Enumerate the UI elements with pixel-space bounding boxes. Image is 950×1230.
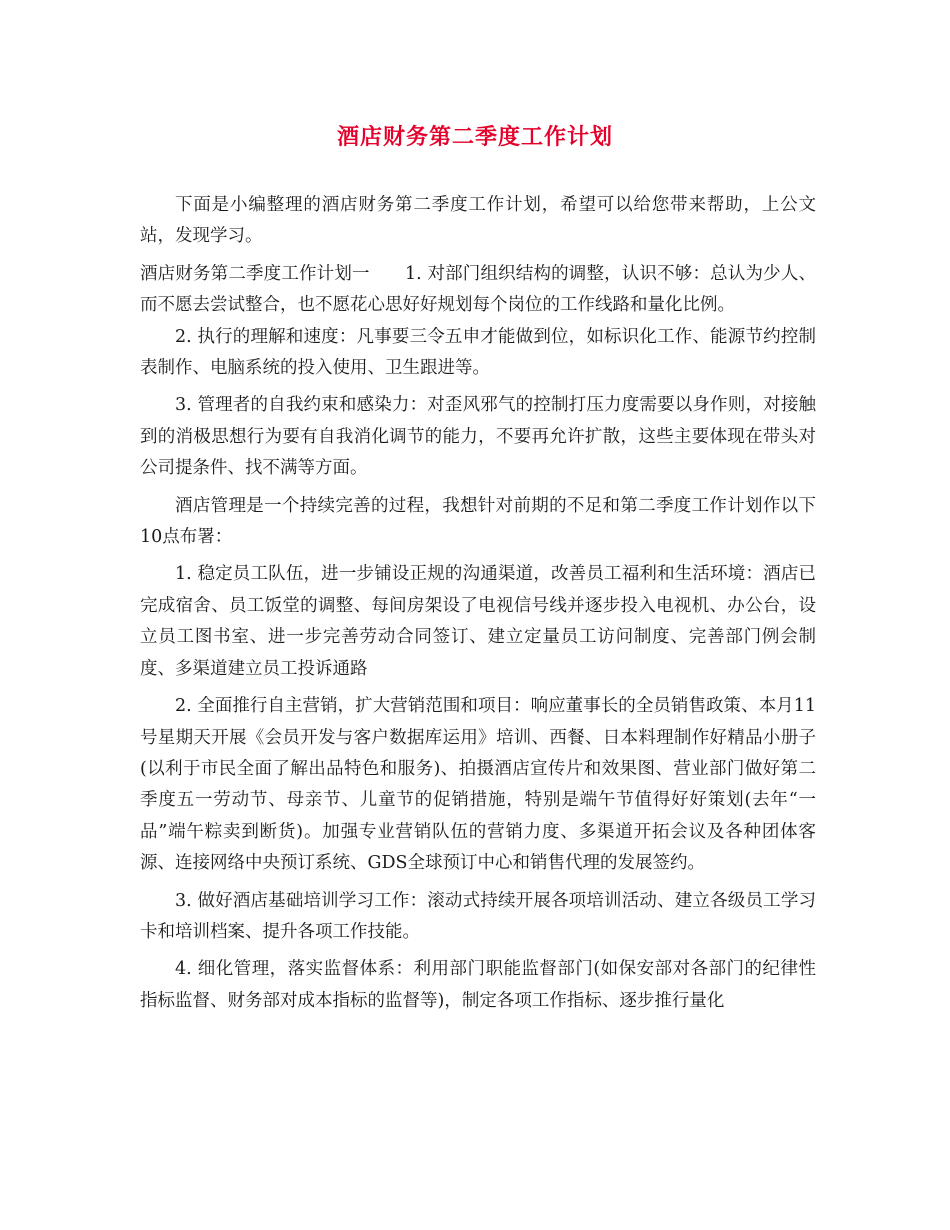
paragraph-point-2: 2. 执行的理解和速度：凡事要三令五申才能做到位，如标识化工作、能源节约控制表制作、电脑系统的投入使用、卫生跟进等。 (140, 326, 816, 379)
paragraph-intro: 下面是小编整理的酒店财务第二季度工作计划，希望可以给您带来帮助，上公文站，发现学习。 (140, 195, 816, 247)
document-body (140, 190, 816, 1023)
paragraph-plan-one: 酒店财务第二季度工作计划一 1. 对部门组织结构的调整，认识不够：总认为少人、而不愿去尝试整合，也不愿花心思好好规划每个岗位的工作线路和量化比例。 (140, 263, 816, 316)
paragraph-task-4: 4. 细化管理，落实监督体系：利用部门职能监督部门(如保安部对各部门的纪律性指标监督、财务部对成本指标的监督等)，制定各项工作指标、逐步推行量化 (140, 959, 816, 1011)
document-title: 酒店财务第二季度工作计划 (336, 125, 613, 150)
paragraph-summary: 酒店管理是一个持续完善的过程，我想针对前期的不足和第二季度工作计划作以下10点布署： (140, 495, 816, 548)
paragraph-point-3: 3. 管理者的自我约束和感染力：对歪风邪气的控制打压力度需要以身作则，对接触到的消极思想行为要有自我消化调节的能力，不要再允许扩散，这些主要体现在带头对公司提条件、找不满等方面。 (140, 395, 816, 479)
paragraph-task-1: 1. 稳定员工队伍，进一步铺设正规的沟通渠道，改善员工福利和生活环境：酒店已完成宿舍、员工饭堂的调整、每间房架设了电视信号线并逐步投入电视机、办公台，设立员工图书室、进一步完善劳动合同签订、建立定量员工访问制度、完善部门例会制度、多渠道建立员工投诉通路 (140, 564, 816, 679)
paragraph-task-2: 2. 全面推行自主营销，扩大营销范围和项目：响应董事长的全员销售政策、本月11号星期天开展《会员开发与客户数据库运用》培训、西餐、日本料理制作好精品小册子(以利于市民全面了解出品特色和服务)、拍摄酒店宣传片和效果图、营业部门做好第二季度五一劳动节、母亲节、儿童节的促销措施，特别是端午节值得好好策划(去年“一品”端午粽卖到断货)。加强专业营销队伍的营销力度、多渠道开拓会议及各种团体客源、连接网络中央预订系统、GDS全球预订中心和销售代理的发展签约。 (140, 696, 816, 874)
paragraph-task-3: 3. 做好酒店基础培训学习工作：滚动式持续开展各项培训活动、建立各级员工学习卡和培训档案、提升各项工作技能。 (140, 890, 816, 942)
